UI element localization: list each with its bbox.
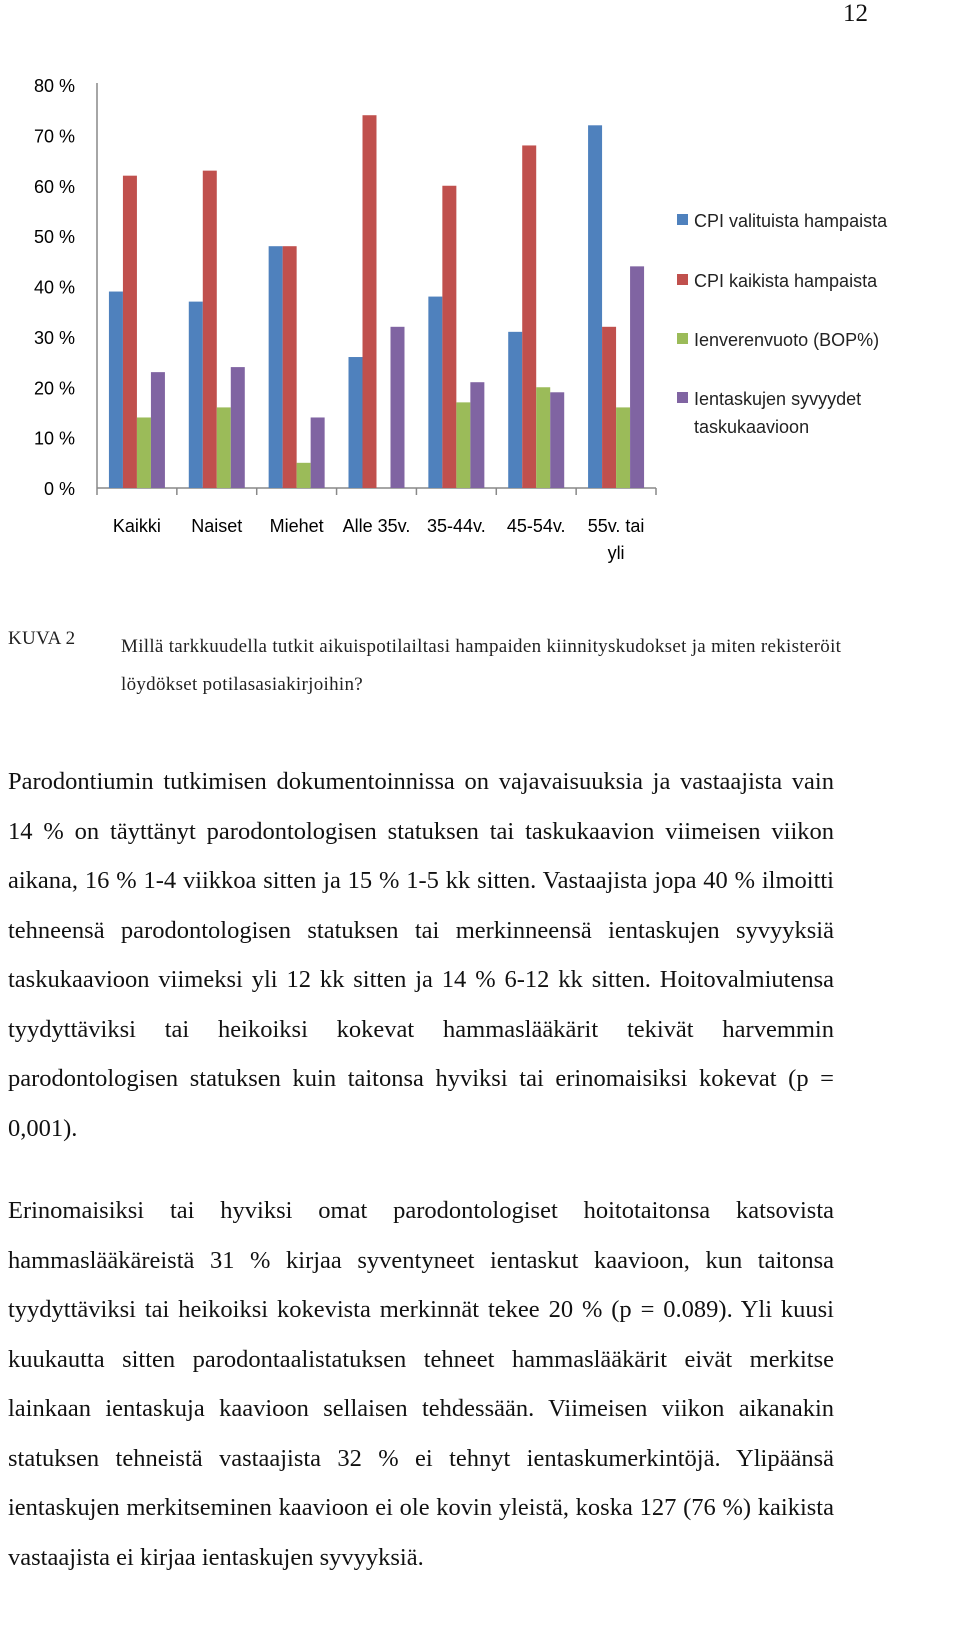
bar	[391, 327, 405, 488]
bar	[137, 417, 151, 488]
legend-swatch	[677, 392, 688, 403]
bar	[363, 115, 377, 488]
x-tick-label: 35-44v.	[427, 516, 486, 536]
legend-label: Ienverenvuoto (BOP%)	[694, 330, 880, 350]
bar	[231, 367, 245, 488]
bar-chart	[0, 60, 940, 580]
bar	[109, 292, 123, 488]
x-tick-label: Naiset	[191, 516, 243, 536]
bar	[428, 297, 442, 488]
legend-label: Ientaskujen syvyydet	[694, 389, 862, 409]
y-tick-label: 40 %	[33, 277, 75, 298]
x-tick-label: Alle 35v.	[342, 516, 411, 536]
y-tick-label: 0 %	[43, 479, 75, 499]
x-tick-label: Kaikki	[112, 516, 161, 536]
y-tick-label: 20 %	[33, 378, 75, 399]
bar	[349, 357, 363, 488]
bar	[456, 402, 470, 488]
bar	[550, 392, 564, 488]
x-tick-label: Miehet	[269, 516, 324, 536]
x-tick-label: 45-54v.	[506, 516, 566, 536]
bar	[442, 186, 456, 488]
bar	[602, 327, 616, 488]
bar	[311, 417, 325, 488]
y-tick-label: 70 %	[33, 126, 75, 147]
x-tick-label: 55v. tai	[587, 516, 645, 536]
bar	[123, 176, 137, 488]
legend-swatch	[677, 274, 688, 285]
bar	[297, 463, 311, 488]
bar	[217, 407, 231, 488]
legend-label: taskukaavioon	[694, 417, 810, 437]
x-tick-label: yli	[607, 543, 625, 563]
bar	[630, 266, 644, 488]
y-tick-label: 10 %	[33, 428, 75, 449]
page-number: 12	[843, 0, 868, 27]
y-tick-label: 80 %	[33, 76, 75, 96]
bar	[522, 145, 536, 488]
bar	[203, 171, 217, 488]
bar	[588, 125, 602, 488]
legend-swatch	[677, 214, 688, 225]
y-tick-label: 30 %	[33, 327, 75, 348]
bar	[508, 332, 522, 488]
body-paragraph-2: Erinomaisiksi tai hyviksi omat parodontologiset hoitotaitonsa katsovista hammaslääkäreistä 31 % kirjaa syventyneet ientaskut kaavioon, kun taitonsa tyydyttäviksi tai heikoiksi kokevista merkinnät tekee 20 % (p = 0.089). Yli kuusi kuukautta sitten parodontaalistatuksen tehneet hammaslääkärit eivät merkitse lainkaan ientaskuja kaavioon sellaisen tehdessään. Viimeisen viikon aikanakin statuksen tehneistä vastaajista 32 % ei tehnyt ientaskumerkintöjä. Ylipäänsä ientaskujen merkitseminen kaavioon ei ole kovin yleistä, koska 127 (76 %) kaikista vastaajista ei kirjaa ientaskujen syvyyksiä.	[8, 1197, 834, 1571]
figure-caption-text: Millä tarkkuudella tutkit aikuispotilailtasi hampaiden kiinnityskudokset ja miten rekisteröit löydökset potilasasiakirjoihin?	[121, 636, 842, 695]
legend-label: CPI kaikista hampaista	[694, 271, 878, 291]
bar	[189, 302, 203, 488]
legend-swatch	[677, 333, 688, 344]
bar	[536, 387, 550, 488]
bar	[283, 246, 297, 488]
bar	[151, 372, 165, 488]
bar	[269, 246, 283, 488]
figure-label: KUVA 2	[8, 628, 76, 649]
y-tick-label: 50 %	[33, 227, 75, 248]
y-tick-label: 60 %	[33, 176, 75, 197]
bar	[616, 407, 630, 488]
bar	[470, 382, 484, 488]
body-paragraph-1: Parodontiumin tutkimisen dokumentoinnissa on vajavaisuuksia ja vastaajista vain 14 % on täyttänyt parodontologisen statuksen tai taskukaavion viimeisen viikon aikana, 16 % 1-4 viikkoa sitten ja 15 % 1-5 kk sitten. Vastaajista jopa 40 % ilmoitti tehneensä parodontologisen statuksen tai merkinneensä ientaskujen syvyyksiä taskukaavioon viimeksi yli 12 kk sitten ja 14 % 6-12 kk sitten. Hoitovalmiutensa tyydyttäviksi tai heikoiksi kokevat hammaslääkärit tekivät harvemmin parodontologisen statuksen kuin taitonsa hyviksi tai erinomaisiksi kokevat (p = 0,001).	[8, 768, 834, 1142]
legend-label: CPI valituista hampaista	[694, 211, 888, 231]
